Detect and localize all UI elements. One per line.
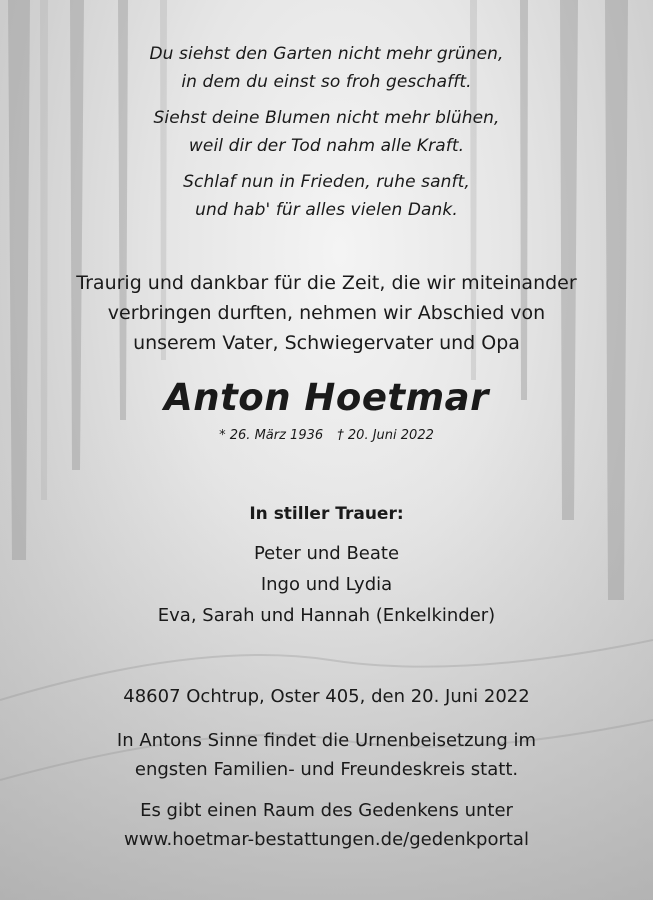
burial-note-line: In Antons Sinne findet die Urnenbeisetzung im xyxy=(116,730,537,751)
place-date-line: 48607 Ochtrup, Oster 405, den 20. Juni 2022 xyxy=(123,686,530,707)
mourners-list xyxy=(0,538,653,631)
poem-line: Siehst deine Blumen nicht mehr blühen, xyxy=(153,108,500,128)
mourner-entry: Peter und Beate xyxy=(253,543,400,564)
life-dates xyxy=(0,426,653,446)
intro-line: Traurig und dankbar für die Zeit, die wir miteinander xyxy=(76,272,577,294)
poem-line: Schlaf nun in Frieden, ruhe sanft, xyxy=(183,172,470,192)
burial-note-line: engsten Familien- und Freundeskreis statt. xyxy=(134,759,519,780)
intro-line: verbringen durften, nehmen wir Abschied von xyxy=(107,302,546,324)
mourner-entry: Ingo und Lydia xyxy=(260,574,393,595)
memorial-note xyxy=(0,796,653,854)
poem-stanza-2 xyxy=(0,104,653,160)
poem-line: Du siehst den Garten nicht mehr grünen, xyxy=(149,44,504,64)
memorial-url[interactable]: www.hoetmar-bestattungen.de/gedenkportal xyxy=(124,829,529,850)
memorial-note-line: Es gibt einen Raum des Gedenkens unter xyxy=(140,800,513,821)
intro-text xyxy=(0,268,653,358)
poem-line: und hab' für alles vielen Dank. xyxy=(195,200,458,220)
intro-line: unserem Vater, Schwiegervater und Opa xyxy=(133,332,520,354)
deceased-name: Anton Hoetmar xyxy=(164,376,489,419)
poem-line: in dem du einst so froh geschafft. xyxy=(181,72,472,92)
mourner-entry: Eva, Sarah und Hannah (Enkelkinder) xyxy=(157,605,496,626)
birth-date: * 26. März 1936 xyxy=(219,428,324,443)
poem-stanza-3 xyxy=(0,168,653,224)
death-date: † 20. Juni 2022 xyxy=(337,428,434,443)
place-date xyxy=(0,682,653,711)
mourners-heading: In stiller Trauer: xyxy=(249,504,404,524)
burial-note xyxy=(0,726,653,784)
poem-stanza-1 xyxy=(0,40,653,96)
poem-line: weil dir der Tod nahm alle Kraft. xyxy=(188,136,465,156)
